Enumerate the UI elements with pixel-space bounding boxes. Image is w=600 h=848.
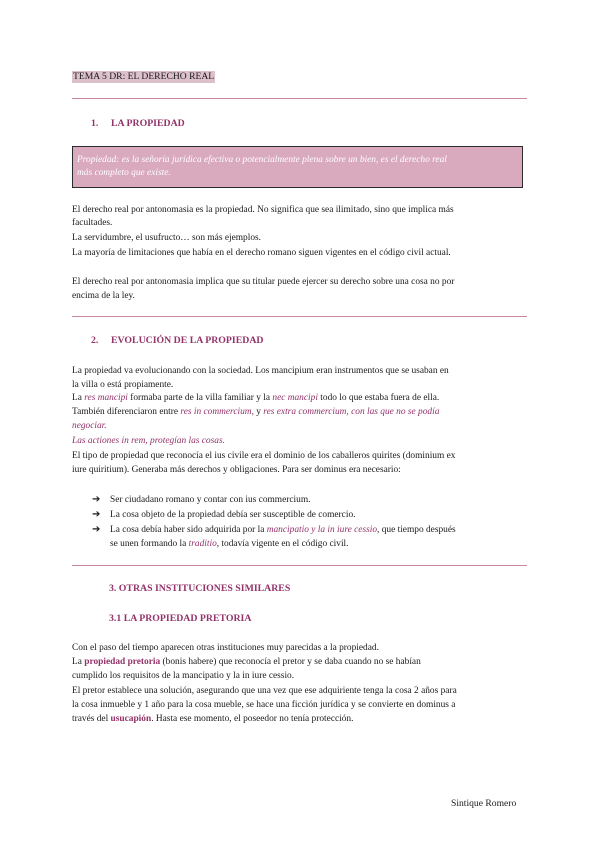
latin-term: res mancipi bbox=[84, 393, 128, 403]
latin-term: res extra commercium, con las que no se podía bbox=[263, 407, 440, 417]
section-heading-1 bbox=[91, 118, 185, 129]
section-heading-2 bbox=[91, 335, 264, 346]
text-run: La cosa debía haber sido adquirida por la bbox=[110, 525, 267, 535]
paragraph-line: negociar. bbox=[72, 421, 107, 431]
latin-term: res in commercium, bbox=[180, 407, 254, 417]
paragraph-line: Las actiones in rem, protegían las cosas. bbox=[72, 436, 225, 446]
section-number: 2. bbox=[91, 335, 99, 346]
text-run: La bbox=[72, 657, 85, 667]
divider bbox=[72, 316, 527, 317]
key-term: usucapión bbox=[110, 714, 152, 724]
paragraph-line: facultades. bbox=[72, 218, 113, 228]
latin-term: nec mancipi bbox=[272, 393, 318, 403]
paragraph-line bbox=[72, 656, 421, 668]
paragraph-line: iure quiritium). Generaba más derechos y obligaciones. Para ser dominus era necesario: bbox=[72, 465, 401, 475]
paragraph-line: El pretor establece una solución, asegurando que una vez que ese adquiriente tenga la cosa 2 años para bbox=[72, 686, 457, 696]
paragraph-line bbox=[72, 713, 353, 725]
callout-text: más completo que existe. bbox=[77, 168, 171, 178]
list-item-continuation bbox=[110, 538, 349, 550]
key-term: propiedad pretoria bbox=[84, 657, 161, 667]
text-run: (bonis habere) que reconocía el pretor y se daba cuando no se habían bbox=[160, 657, 421, 667]
paragraph-line: La mayoría de limitaciones que había en el derecho romano siguen vigentes en el código civil actual. bbox=[72, 248, 451, 258]
text-run: todo lo que estaba fuera de ella. bbox=[317, 393, 440, 403]
paragraph-line: la villa o está propiamente. bbox=[72, 380, 174, 390]
section-heading-3: 3. OTRAS INSTITUCIONES SIMILARES bbox=[109, 583, 291, 594]
section-number: 1. bbox=[91, 118, 99, 129]
paragraph-line bbox=[72, 406, 439, 418]
paragraph-line: El derecho real por antonomasia es la propiedad. No significa que sea ilimitado, sino que implica más bbox=[72, 205, 454, 215]
subsection-heading: 3.1 LA PROPIEDAD PRETORIA bbox=[109, 613, 252, 624]
paragraph-line: encima de la ley. bbox=[72, 291, 135, 301]
paragraph-line: cumplido los requisitos de la mancipatio y la in iure cessio. bbox=[72, 671, 295, 681]
paragraph-line: la cosa inmueble y 1 año para la cosa mueble, se hace una ficción jurídica y se convierte en dominus a bbox=[72, 700, 456, 710]
arrow-right-icon: ➔ bbox=[92, 494, 101, 505]
divider bbox=[72, 565, 527, 566]
callout-text: Propiedad: es la señoría jurídica efectiva o potencialmente plena sobre un bien, es el derecho real bbox=[77, 155, 447, 165]
text-run: formaba parte de la villa familiar y la bbox=[127, 393, 273, 403]
section-title: LA PROPIEDAD bbox=[111, 118, 185, 129]
list-item: La cosa objeto de la propiedad debía ser susceptible de comercio. bbox=[110, 510, 356, 520]
text-run: La bbox=[72, 393, 85, 403]
arrow-right-icon: ➔ bbox=[92, 524, 101, 535]
paragraph-line: La propiedad va evolucionando con la sociedad. Los mancipium eran instrumentos que se usaban en bbox=[72, 366, 449, 376]
paragraph-line: La servidumbre, el usufructo… son más ejemplos. bbox=[72, 233, 262, 243]
footer-author: Sintique Romero bbox=[451, 798, 517, 809]
paragraph-line: El tipo de propiedad que reconocía el ius civile era el dominio de los caballeros quirites (dominium ex bbox=[72, 451, 456, 461]
text-run: También diferenciaron entre bbox=[72, 407, 181, 417]
paragraph-line bbox=[72, 392, 439, 404]
list-item: Ser ciudadano romano y contar con ius commercium. bbox=[110, 495, 311, 505]
text-run: , que tiempo después bbox=[377, 525, 456, 535]
text-run: y bbox=[253, 407, 264, 417]
text-run: través del bbox=[72, 714, 111, 724]
arrow-right-icon: ➔ bbox=[92, 509, 101, 520]
list-item bbox=[110, 524, 456, 536]
text-run: . Hasta ese momento, el poseedor no tenía protección. bbox=[151, 714, 354, 724]
text-run: se unen formando la bbox=[110, 539, 189, 549]
definition-callout bbox=[72, 146, 523, 188]
section-title: EVOLUCIÓN DE LA PROPIEDAD bbox=[111, 335, 264, 346]
latin-term: traditio bbox=[188, 539, 217, 549]
document-title: TEMA 5 DR: EL DERECHO REAL bbox=[73, 71, 215, 82]
paragraph-line: Con el paso del tiempo aparecen otras instituciones muy parecidas a la propiedad. bbox=[72, 643, 379, 653]
text-run: , todavía vigente en el código civil. bbox=[216, 539, 349, 549]
divider bbox=[72, 98, 527, 99]
paragraph-line: El derecho real por antonomasia implica que su titular puede ejercer su derecho sobre una cosa no por bbox=[72, 277, 455, 287]
latin-term: mancipatio y la in iure cessio bbox=[266, 525, 378, 535]
